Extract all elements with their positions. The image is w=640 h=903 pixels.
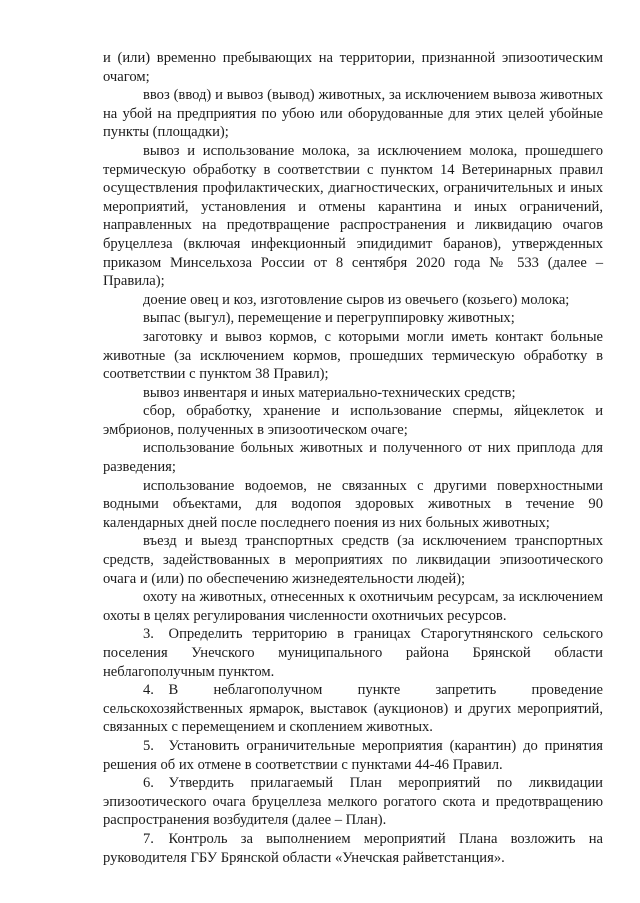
- paragraph-item-4: 4. В неблагополучном пункте запретить проведение сельскохозяйственных ярмарок, выставок (аукционов) и других мероприятий, связанных с перемещением и скоплением животных.: [103, 682, 603, 736]
- paragraph-vehicles: въезд и выезд транспортных средств (за исключением транспортных средств, задействованных в мероприятиях по ликвидации эпизоотического очага и (или) по обеспечению жизнедеятельности людей);: [103, 533, 603, 587]
- paragraph-breeding-ban: использование больных животных и полученного от них приплода для разведения;: [103, 440, 603, 476]
- paragraph-water-bodies: использование водоемов, не связанных с другими поверхностными водными объектами, для водопоя здоровых животных в течение 90 календарных дней после последнего поения из них больных животных;: [103, 477, 603, 531]
- paragraph-milking-cheese: доение овец и коз, изготовление сыров из овечьего (козьего) молока;: [143, 291, 570, 308]
- paragraph-animal-import-export: ввоз (ввод) и вывоз (вывод) животных, за исключением вывоза животных на убой на предприятия по убою или оборудованные для этих целей убойные пункты (площадки);: [103, 87, 603, 141]
- paragraph-hunting: охоту на животных, отнесенных к охотничьим ресурсам, за исключением охоты в целях регулирования численности охотничьих ресурсов.: [103, 589, 603, 624]
- paragraph-equipment-removal: вывоз инвентаря и иных материально-технических средств;: [143, 384, 516, 401]
- paragraph-grazing: выпас (выгул), перемещение и перегруппировку животных;: [143, 310, 515, 327]
- paragraph-item-3: 3. Определить территорию в границах Старогутнянского сельского поселения Унечского муниципального района Брянской области неблагополучным пунктом.: [103, 626, 603, 680]
- paragraph-feed-removal: заготовку и вывоз кормов, с которыми могли иметь контакт больные животные (за исключением кормов, прошедших термическую обработку в соответствии с пунктом 38 Правил);: [103, 328, 603, 383]
- paragraph-quarantine-zone-continuation: и (или) временно пребывающих на территории, признанной эпизоотическим очагом;: [103, 50, 603, 85]
- paragraph-milk-removal: вывоз и использование молока, за исключением молока, прошедшего термическую обработку в соответствии с пунктом 14 Ветеринарных правил осуществления профилактических, диагностических, ограничительных и иных мероприятий, установления и отмены карантина и иных ограничений, направленных на предотвращение распространения и ликвидацию очагов бруцеллеза (включая инфекционный эпидидимит баранов), утвержденных приказом Минсельхоза России от 8 сентября 2020 года № 533 (далее – Правила);: [103, 142, 603, 290]
- document-body: [103, 49, 603, 867]
- paragraph-item-5: 5. Установить ограничительные мероприятия (карантин) до принятия решения об их отмене в соответствии с пунктами 44-46 Правил.: [103, 737, 603, 773]
- paragraph-item-6: 6. Утвердить прилагаемый План мероприятий по ликвидации эпизоотического очага бруцеллеза мелкого рогатого скота и предотвращению распространения возбудителя (далее – План).: [103, 775, 603, 829]
- paragraph-sperm-embryos: сбор, обработку, хранение и использование спермы, яйцеклеток и эмбрионов, полученных в эпизоотическом очаге;: [103, 403, 603, 438]
- paragraph-item-7: 7. Контроль за выполнением мероприятий Плана возложить на руководителя ГБУ Брянской области «Унечская райветстанция».: [103, 830, 603, 866]
